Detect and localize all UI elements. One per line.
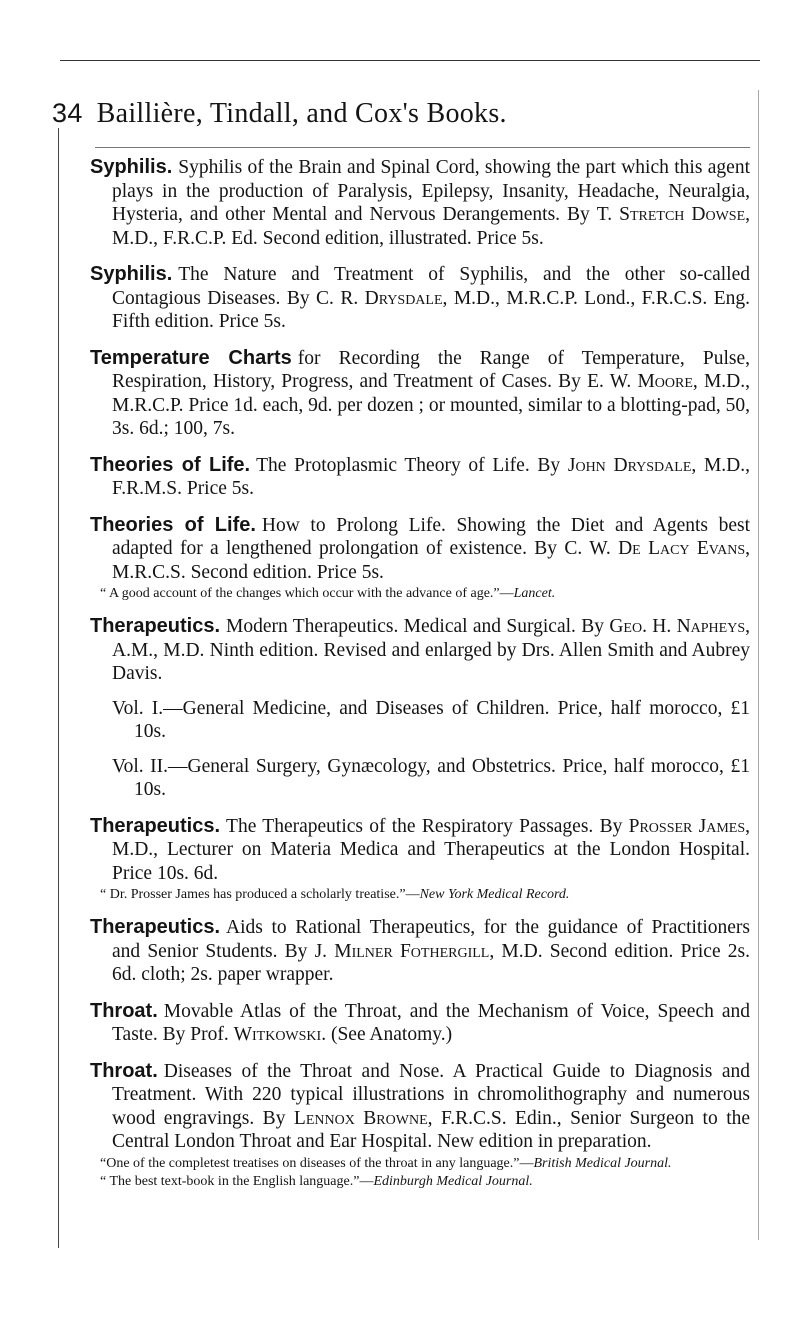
entry-text: Modern Therapeutics. Medical and Surgical. By <box>226 616 604 637</box>
review-quote <box>90 1173 750 1190</box>
entry-text: Diseases of the Throat and Nose. A Practical Guide to Diagnosis and Treatment. With 220 typical illustrations in chromolithography and numerous wood engravings. By <box>112 1060 750 1129</box>
book-entry <box>90 514 750 603</box>
entry-details: , M.D., F.R.C.P. Ed. Second edition, illustrated. Price 5s. <box>112 204 751 249</box>
right-margin-line <box>758 90 759 1240</box>
entry-author: E. W. Moore <box>587 371 693 392</box>
review-text: “One of the completest treatises on diseases of the throat in any language.”— <box>100 1155 534 1171</box>
entry-keyword: Theories of Life. <box>90 453 251 476</box>
book-entry <box>90 347 750 441</box>
entry-keyword: Theories of Life. <box>90 513 256 536</box>
entry-keyword: Therapeutics. <box>90 615 221 637</box>
entry-author: John Drysdale <box>567 454 692 476</box>
entry-author: Prosser James <box>628 815 746 837</box>
review-source: British Medical Journal. <box>533 1155 672 1171</box>
entry-details: , M.D., Lecturer on Materia Medica and Therapeutics at the London Hospital. Price 10s. 6d. <box>112 815 751 884</box>
entry-text: The Nature and Treatment of Syphilis, and the other so-called Contagious Diseases. By <box>112 264 750 309</box>
entry-author: C. W. De Lacy Evans <box>564 538 746 559</box>
entry-keyword: Throat. <box>90 1059 158 1082</box>
review-text: “ A good account of the changes which occur with the advance of age.”— <box>100 586 514 601</box>
entry-keyword: Therapeutics. <box>90 916 221 938</box>
volume-line: Vol. I.—General Medicine, and Diseases of Children. Price, half morocco, £1 10s. <box>112 697 750 742</box>
entry-text: Movable Atlas of the Throat, and the Mechanism of Voice, Speech and Taste. By Prof. <box>112 1000 750 1045</box>
page-number: 34 <box>52 98 83 128</box>
entry-details: , M.D., M.R.C.P. Lond., F.R.C.S. Eng. Fifth edition. Price 5s. <box>112 287 751 332</box>
volume-line: Vol. II.—General Surgery, Gynæcology, and Obstetrics. Price, half morocco, £1 10s. <box>112 755 750 800</box>
entry-details: , M.D. Second edition. Price 2s. 6d. cloth; 2s. paper wrapper. <box>112 940 751 985</box>
review-source: New York Medical Record. <box>419 887 570 902</box>
review-text: “ Dr. Prosser James has produced a scholarly treatise.”— <box>100 887 420 902</box>
book-entry <box>90 916 750 987</box>
entry-text: Syphilis of the Brain and Spinal Cord, showing the part which this agent plays in the production of Paralysis, Epilepsy, Insanity, Headache, Neuralgia, Hysteria, and other Mental and Nervous Derangements. By <box>112 157 750 225</box>
entry-details: , M.D., F.R.M.S. Price 5s. <box>112 454 750 499</box>
entry-details: , F.R.C.S. Edin., Senior Surgeon to the Central London Throat and Ear Hospital. New edition in preparation. <box>112 1107 751 1152</box>
entry-details: . (See Anatomy.) <box>321 1024 453 1045</box>
entry-text: The Protoplasmic Theory of Life. By <box>256 454 561 476</box>
entry-keyword: Temperature Charts <box>90 346 292 369</box>
page-header <box>52 98 752 130</box>
book-entry <box>90 1000 750 1047</box>
entry-text: How to Prolong Life. Showing the Diet and Agents best adapted for a lengthened prolongation of existence. By <box>112 514 750 559</box>
entry-text: The Therapeutics of the Respiratory Passages. By <box>226 815 623 837</box>
book-entry <box>90 263 750 334</box>
book-entry <box>90 815 750 904</box>
entry-author: J. Milner Fothergill <box>314 940 490 962</box>
review-quote <box>90 585 750 602</box>
entry-author: Geo. H. Napheys <box>609 616 746 637</box>
book-list <box>90 156 750 1203</box>
header-title: Baillière, Tindall, and Cox's Books. <box>96 98 507 129</box>
entry-keyword: Syphilis. <box>90 156 173 178</box>
entry-text: for Recording the Range of Temperature, Pulse, Respiration, History, Progress, and Treatment of Cases. By <box>112 347 750 392</box>
entry-details: , M.R.C.S. Second edition. Price 5s. <box>112 538 750 583</box>
entry-details: , M.D., M.R.C.P. Price 1d. each, 9d. per dozen ; or mounted, similar to a blotting-pad, 50, 3s. 6d.; 100, 7s. <box>112 371 751 439</box>
entry-author: C. R. Drysdale <box>316 287 443 309</box>
book-entry <box>90 156 750 250</box>
entry-keyword: Syphilis. <box>90 263 173 285</box>
review-text: “ The best text-book in the English language.”— <box>100 1173 374 1189</box>
entry-author: T. Stretch Dowse <box>596 204 746 225</box>
book-entry <box>90 1060 750 1190</box>
entry-keyword: Throat. <box>90 999 158 1022</box>
book-entry <box>90 615 750 802</box>
review-quote <box>90 886 750 903</box>
entry-text: Aids to Rational Therapeutics, for the guidance of Practitioners and Senior Students. By <box>112 917 750 962</box>
review-quote <box>90 1155 750 1172</box>
entry-details: , A.M., M.D. Ninth edition. Revised and enlarged by Drs. Allen Smith and Aubrey Davis. <box>112 616 750 684</box>
left-margin-line <box>58 128 59 1248</box>
review-source: Lancet. <box>513 586 556 601</box>
top-rule <box>60 60 760 61</box>
entry-author: Witkowski <box>233 1024 322 1045</box>
header-rule <box>95 147 750 148</box>
book-entry <box>90 454 750 501</box>
review-source: Edinburgh Medical Journal. <box>373 1173 533 1189</box>
entry-author: Lennox Browne <box>293 1107 428 1129</box>
entry-keyword: Therapeutics. <box>90 814 221 837</box>
